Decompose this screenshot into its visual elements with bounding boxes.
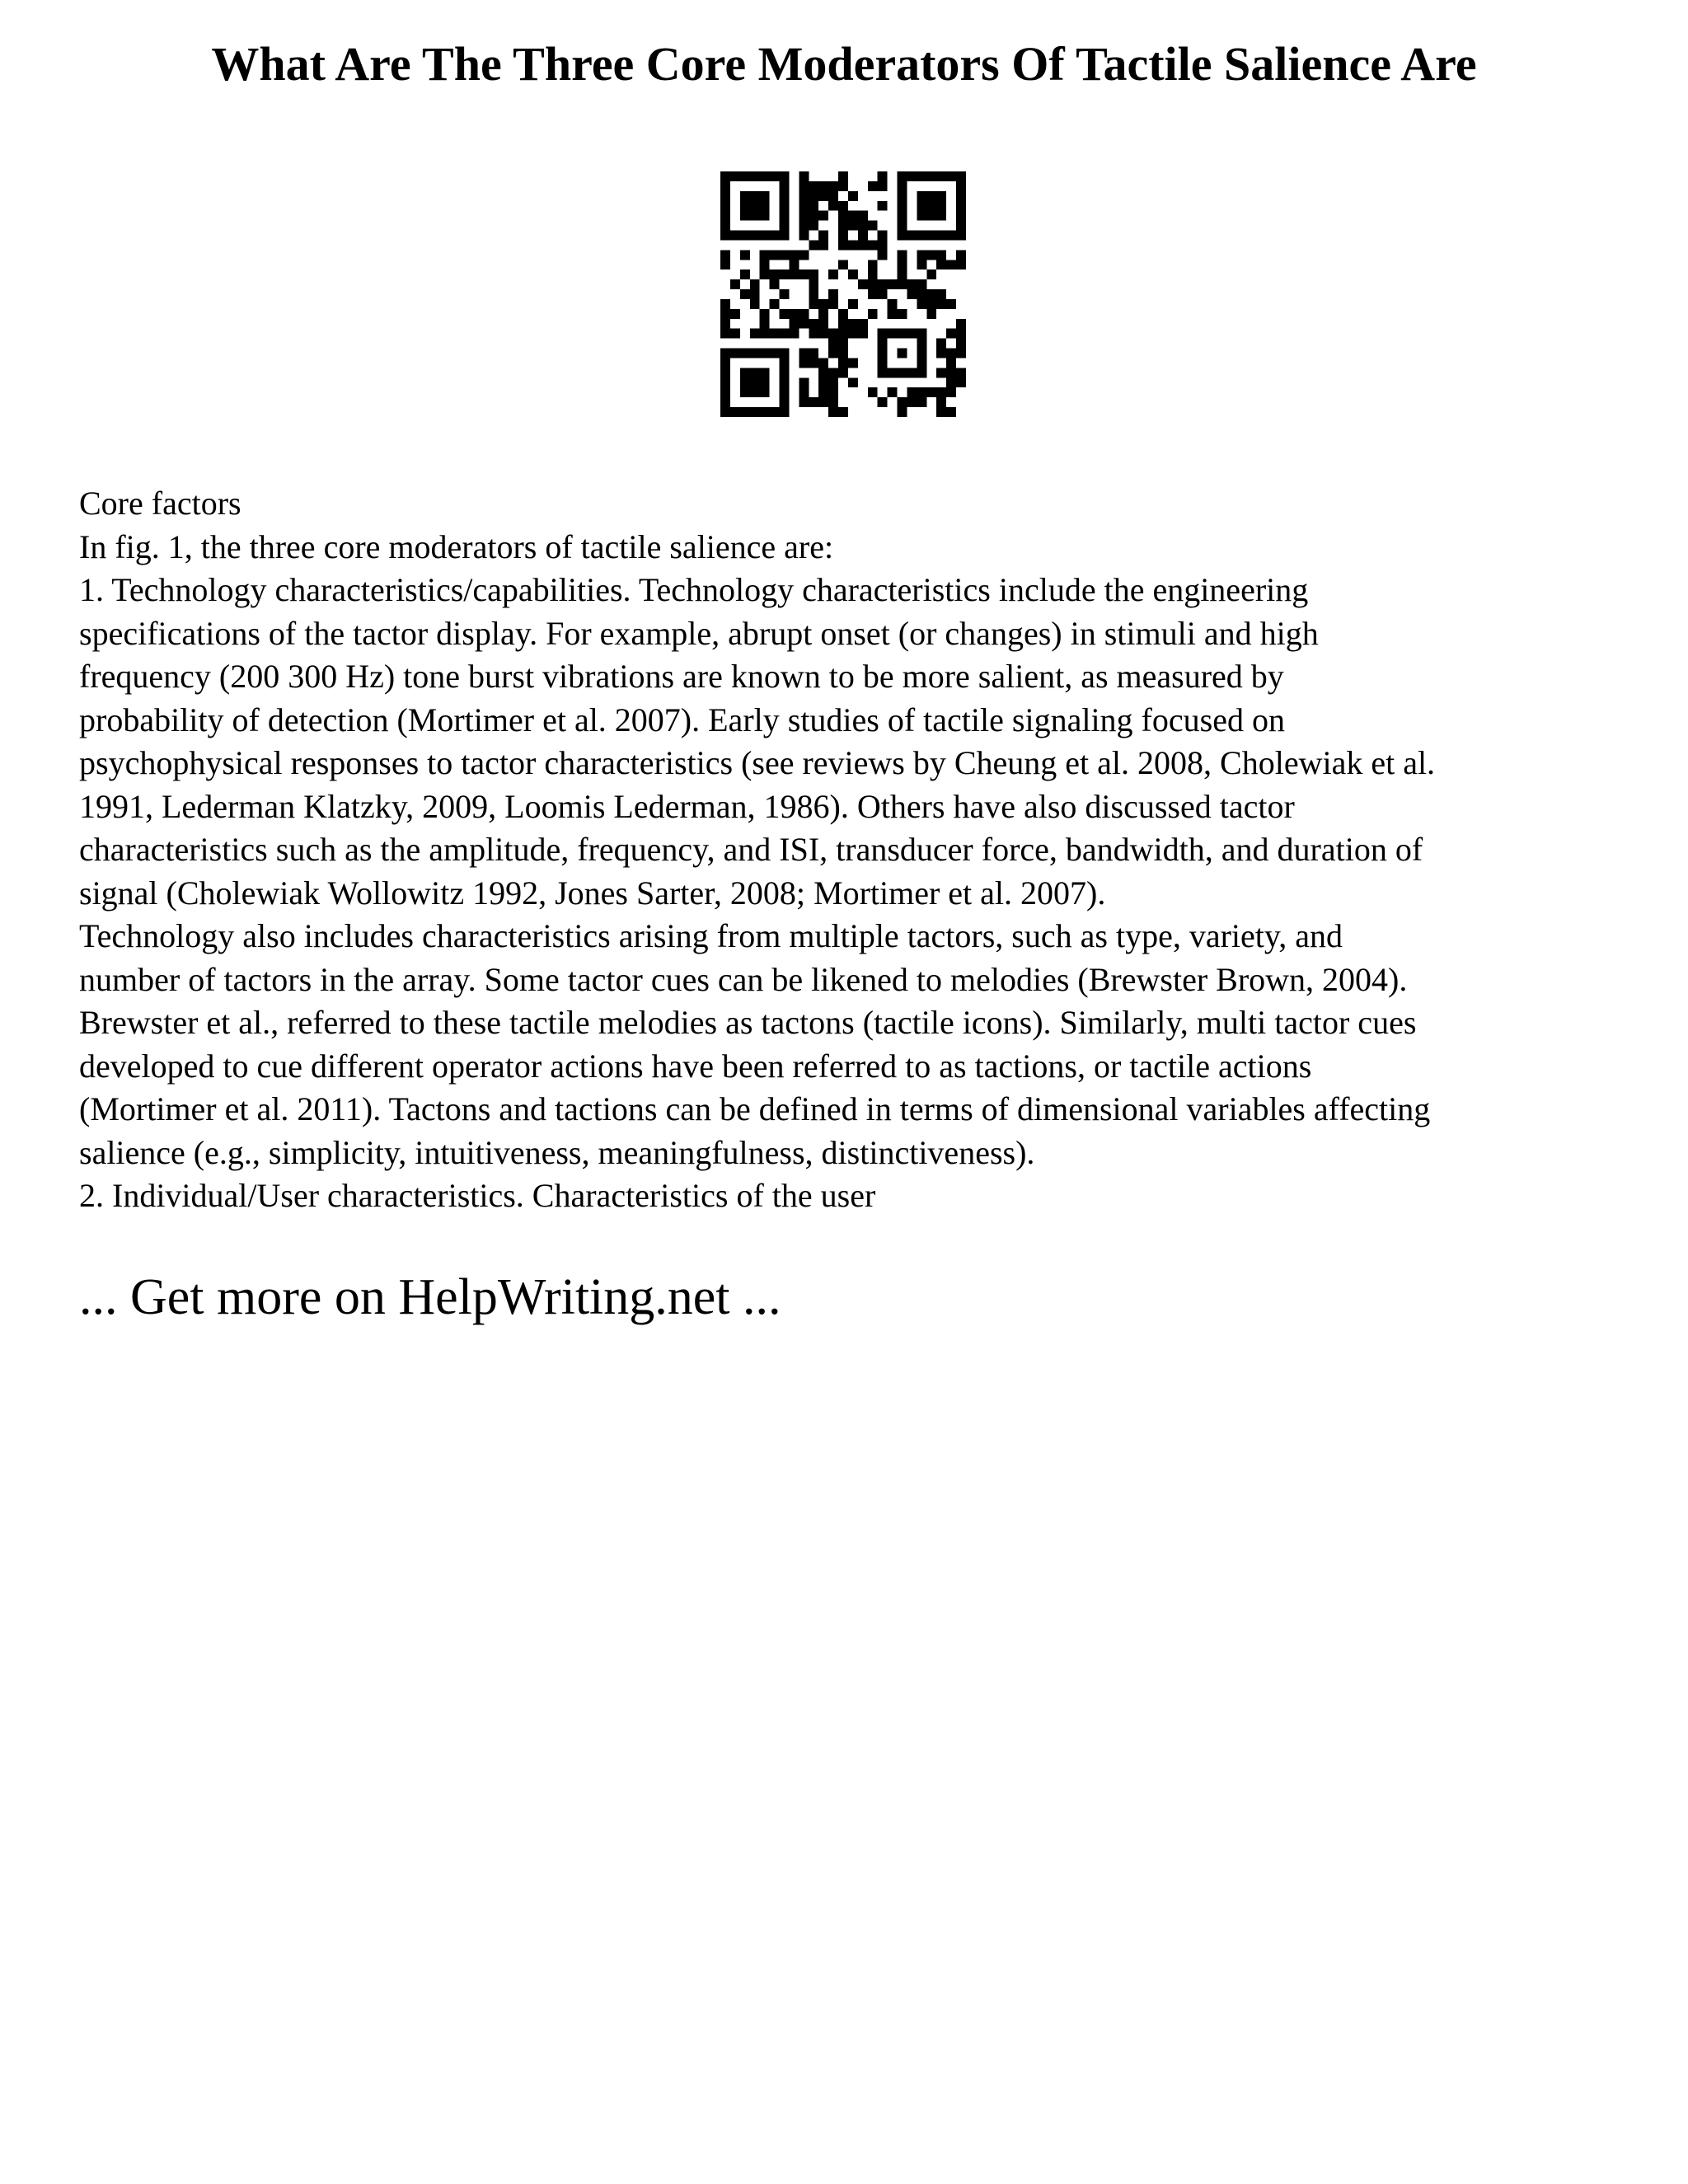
- body-line: frequency (200 300 Hz) tone burst vibrations are known to be more salient, as measured by: [79, 658, 1284, 695]
- section-heading: Core factors: [79, 485, 241, 522]
- body-line: specifications of the tactor display. For example, abrupt onset (or changes) in stimuli and high: [79, 614, 1319, 652]
- body-line: probability of detection (Mortimer et al. 2007). Early studies of tactile signaling focused on: [79, 701, 1285, 738]
- body-line: Technology also includes characteristics arising from multiple tactors, such as type, variety, and: [79, 917, 1343, 954]
- body-line: 1991, Lederman Klatzky, 2009, Loomis Lederman, 1986). Others have also discussed tactor: [79, 787, 1295, 825]
- article-body: [79, 482, 1645, 1218]
- body-line: developed to cue different operator actions have been referred to as tactions, or tactile actions: [79, 1047, 1312, 1085]
- get-more-link[interactable]: ... Get more on HelpWriting.net ...: [79, 1269, 781, 1325]
- qr-code-image: [720, 171, 966, 417]
- body-line: signal (Cholewiak Wollowitz 1992, Jones Sarter, 2008; Mortimer et al. 2007).: [79, 874, 1106, 912]
- body-line: number of tactors in the array. Some tactor cues can be likened to melodies (Brewster Brown, 2004).: [79, 960, 1408, 998]
- body-line: (Mortimer et al. 2011). Tactons and tactions can be defined in terms of dimensional variables affecting: [79, 1090, 1431, 1127]
- page-title: What Are The Three Core Moderators Of Tactile Salience Are: [211, 37, 1477, 91]
- body-line: characteristics such as the amplitude, frequency, and ISI, transducer force, bandwidth, and duration of: [79, 831, 1423, 868]
- body-line: Brewster et al., referred to these tactile melodies as tactons (tactile icons). Similarly, multi tactor cues: [79, 1004, 1417, 1041]
- body-line: 1. Technology characteristics/capabilities. Technology characteristics include the engineering: [79, 571, 1309, 608]
- body-line: 2. Individual/User characteristics. Characteristics of the user: [79, 1177, 876, 1214]
- body-line: psychophysical responses to tactor characteristics (see reviews by Cheung et al. 2008, Cholewiak et al.: [79, 744, 1436, 781]
- body-line: In fig. 1, the three core moderators of tactile salience are:: [79, 527, 834, 565]
- body-line: salience (e.g., simplicity, intuitiveness, meaningfulness, distinctiveness).: [79, 1133, 1035, 1171]
